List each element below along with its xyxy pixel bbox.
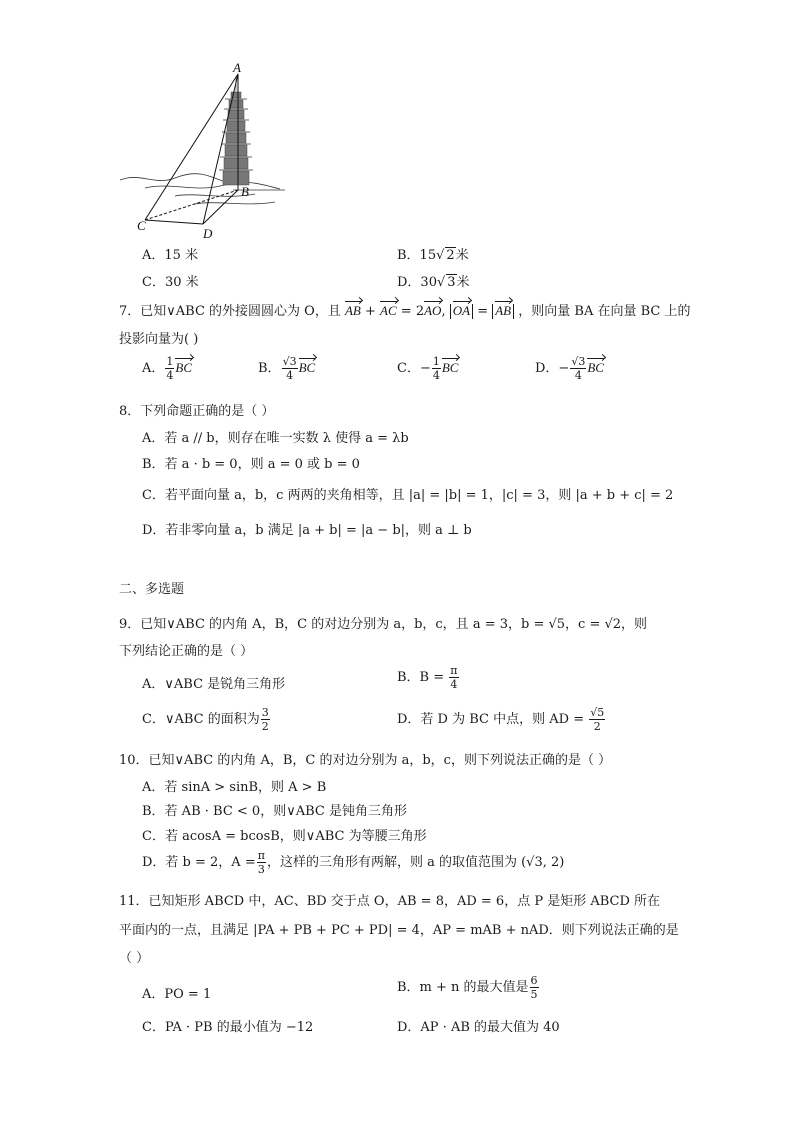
q9-option-d-label: D．若 D 为 BC 中点，则 AD = (397, 712, 585, 727)
line-AC (145, 74, 238, 220)
q11-option-b-label: B．m + n 的最大值是 (397, 980, 529, 995)
q10-option-d-end: ，这样的三角形有两解，则 a 的取值范围为 (√3, 2) (266, 855, 565, 870)
frac-num: π (450, 664, 458, 677)
frac-num: 6 (530, 974, 538, 987)
frac-num: 1 (166, 355, 174, 368)
q9-option-b (397, 665, 460, 690)
q7-option-b-label: B． (258, 361, 281, 376)
line-CB-dashed (145, 190, 238, 220)
frac-num: √3 (282, 355, 297, 368)
q7-option-c-label: C．− (397, 361, 431, 376)
label-B: B (241, 184, 249, 199)
q10-stem: 10．已知∨ABC 的内角 A，B，C 的对边分别为 a，b，c，则下列说法正确的是（ ） (119, 753, 612, 768)
q7-line2: 投影向量为( ) (119, 332, 199, 347)
q11-option-a: A．PO = 1 (142, 987, 212, 1002)
q10-option-a: A．若 sinA > sinB，则 A > B (142, 780, 327, 795)
q9-option-a: A．∨ABC 是锐角三角形 (142, 677, 286, 692)
q10-option-d (142, 850, 564, 875)
q6-option-b: B．15√ 2米 (397, 248, 469, 263)
frac-den: 4 (432, 369, 440, 382)
q8-option-c: C．若平面向量 a，b，c 两两的夹角相等，且 |a| = |b| = 1，|c| = 3，则 |a + b + c| = 2 (142, 488, 674, 503)
q11-line2: 平面内的一点，且满足 |PA + PB + PC + PD| = 4，AP = mAB + nAD．则下列说法正确的是 (119, 923, 679, 938)
section-heading-multiple-choice: 二、多选题 (119, 582, 185, 597)
q11-option-b (397, 975, 540, 1000)
q9-line2: 下列结论正确的是（ ） (119, 644, 254, 659)
q11-option-c: C．PA · PB 的最小值为 −12 (142, 1020, 314, 1035)
water-wave-line (195, 202, 275, 204)
q7-option-d: D．− $\frac{√3}{4}$ BC (535, 355, 604, 382)
label-D: D (203, 226, 213, 241)
frac-den: 2 (593, 720, 601, 733)
q6-option-a: A．15 米 (142, 248, 199, 263)
q6-option-b-radicand: 2 (446, 248, 455, 263)
q9-option-b-label: B．B = (397, 670, 445, 685)
q10-option-b: B．若 AB · BC < 0，则∨ABC 是钝角三角形 (142, 804, 407, 819)
frac-num: 1 (432, 355, 440, 368)
q11-line3: （ ） (119, 951, 150, 966)
q8-option-d: D．若非零向量 a，b 满足 |a + b| = |a − b|，则 a ⊥ b (142, 523, 472, 538)
frac-num: 3 (261, 706, 269, 719)
frac-den: 4 (286, 369, 294, 382)
q6-option-c: C．30 米 (142, 275, 199, 290)
q6-option-d-pre: D．30 (397, 275, 437, 290)
q9-option-d (397, 707, 606, 732)
q6-option-d-radicand: 3 (447, 275, 456, 290)
q9-line1: 9．已知∨ABC 的内角 A，B，C 的对边分别为 a，b，c，且 a = 3，b = √5，c = √2，则 (119, 617, 648, 632)
q7-vector-equation: AB + AC = 2AO, OA = AB (345, 304, 514, 319)
q7-stem-start: 7．已知∨ABC 的外接圆圆心为 O，且 (119, 304, 345, 319)
q10-option-c: C．若 acosA = bcosB，则∨ABC 为等腰三角形 (142, 829, 427, 844)
q6-option-b-pre: B．15 (397, 248, 437, 263)
q11-line1: 11．已知矩形 ABCD 中，AC、BD 交于点 O，AB = 8，AD = 6，点 P 是矩形 ABCD 所在 (119, 894, 661, 909)
q8-stem: 8．下列命题正确的是（ ） (119, 404, 275, 419)
q10-option-d-start: D．若 b = 2，A = (142, 855, 256, 870)
q7-line1 (119, 300, 690, 319)
frac-den: 4 (574, 369, 582, 382)
label-C: C (137, 218, 146, 233)
pagoda-triangle-figure (115, 62, 290, 242)
q9-option-c-label: C．∨ABC 的面积为 (142, 712, 260, 727)
frac-num: √5 (590, 706, 605, 719)
q7-option-b: B． $\frac{√3}{4}$ BC (258, 355, 316, 382)
q6-option-b-unit: 米 (455, 248, 469, 263)
q6-option-d: D．30√ 3米 (397, 275, 470, 290)
q7-stem-end: ，则向量 BA 在向量 BC 上的 (518, 304, 691, 319)
q8-option-b: B．若 a · b = 0，则 a = 0 或 b = 0 (142, 457, 360, 472)
frac-num: √3 (571, 355, 586, 368)
q7-option-a: A． $\frac{1}{4}$ BC (142, 355, 193, 382)
q6-option-d-unit: 米 (456, 275, 470, 290)
q8-option-a: A．若 a // b，则存在唯一实数 λ 使得 a = λb (142, 431, 409, 446)
q7-option-a-label: A． (142, 361, 165, 376)
line-DB (203, 190, 238, 224)
frac-num: π (257, 849, 265, 862)
frac-den: 5 (530, 988, 538, 1001)
frac-den: 4 (166, 369, 174, 382)
q11-option-d: D．AP · AB 的最大值为 40 (397, 1020, 560, 1035)
q7-option-c: C．− $\frac{1}{4}$ BC (397, 355, 459, 382)
q9-option-c (142, 707, 271, 732)
frac-den: 2 (261, 720, 269, 733)
frac-den: 4 (450, 678, 458, 691)
label-A: A (233, 62, 241, 75)
q7-option-d-label: D．− (535, 361, 570, 376)
water-wave-line (120, 174, 225, 182)
line-CD (145, 220, 203, 224)
frac-den: 3 (257, 863, 265, 876)
